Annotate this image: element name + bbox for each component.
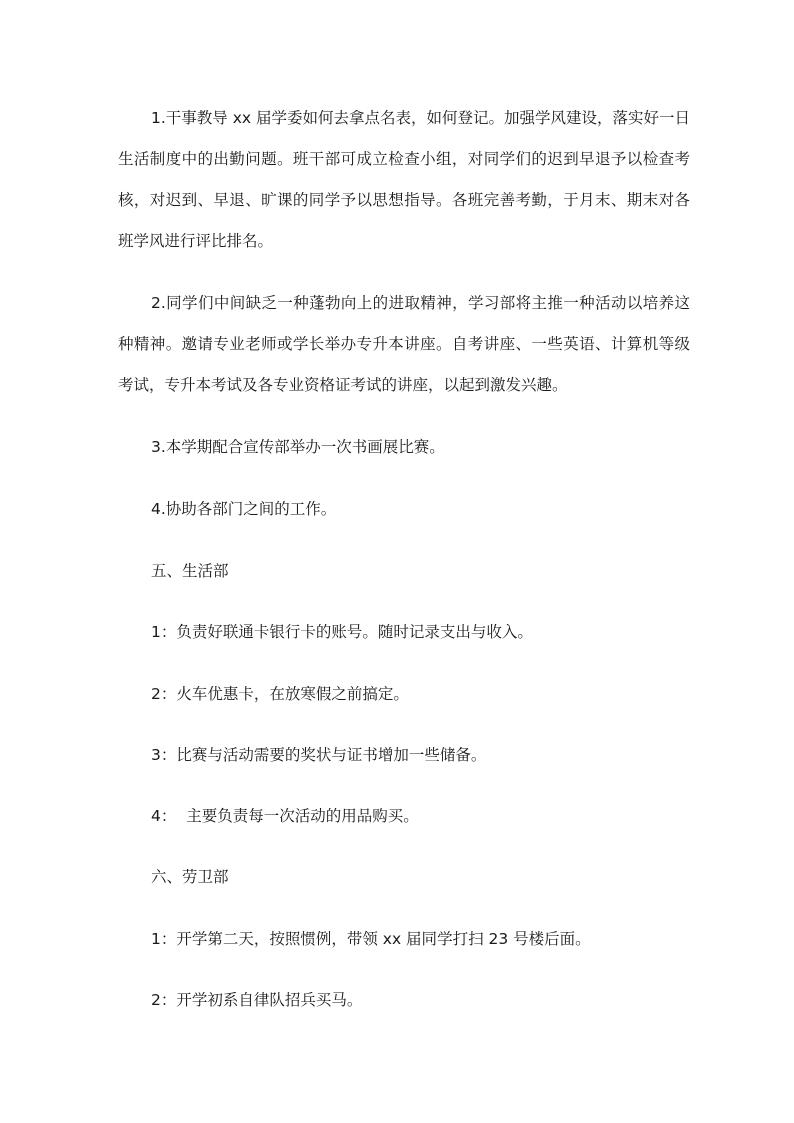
paragraph-study-dept-2: 2.同学们中间缺乏一种蓬勃向上的进取精神，学习部将主推一种活动以培养这种精神。邀请专业老师或学长举办专升本讲座。自考讲座、一些英语、计算机等级考试，专升本考试及各专业资格证考试的讲座，以起到激发兴趣。 <box>118 294 690 394</box>
paragraph-study-dept-3: 3.本学期配合宣传部举办一次书画展比赛。 <box>151 438 445 456</box>
paragraph-study-dept-1: 1.干事教导 xx 届学委如何去拿点名表，如何登记。加强学风建设，落实好一日生活制度中的出勤问题。班干部可成立检查小组，对同学们的迟到早退予以检查考核，对迟到、早退、旷课的同学予以思想指导。各班完善考勤，于月末、期末对各班学风进行评比排名。 <box>118 109 690 250</box>
list-item-labor-1: 1：开学第二天，按照惯例，带领 xx 届同学打扫 23 号楼后面。 <box>151 930 591 948</box>
list-item-labor-2: 2：开学初系自律队招兵买马。 <box>151 991 363 1009</box>
section-heading-labor-dept: 六、劳卫部 <box>151 868 229 886</box>
section-heading-life-dept: 五、生活部 <box>151 562 229 580</box>
paragraph-study-dept-4: 4.协助各部门之间的工作。 <box>151 500 337 518</box>
list-item-life-2: 2：火车优惠卡，在放寒假之前搞定。 <box>151 685 409 703</box>
list-item-life-1: 1：负责好联通卡银行卡的账号。随时记录支出与收入。 <box>151 623 533 641</box>
list-item-life-3: 3：比赛与活动需要的奖状与证书增加一些储备。 <box>151 746 487 764</box>
list-item-life-4: 4： 主要负责每一次活动的用品购买。 <box>151 807 419 825</box>
